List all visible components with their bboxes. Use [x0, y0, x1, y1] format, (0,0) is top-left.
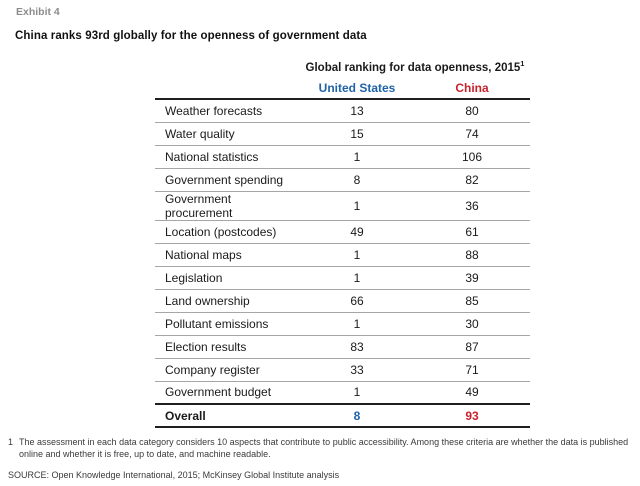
column-header-row [155, 77, 530, 99]
ranking-table [155, 54, 530, 428]
row-category: Pollutant emissions [155, 312, 300, 335]
row-us-value: 1 [300, 312, 414, 335]
table-row [155, 358, 530, 381]
row-china-value: 71 [414, 358, 530, 381]
row-category: Government spending [155, 168, 300, 191]
row-china-value: 49 [414, 381, 530, 404]
row-category: Water quality [155, 122, 300, 145]
row-category: Company register [155, 358, 300, 381]
group-header-text: Global ranking for data openness, 2015 [305, 62, 521, 74]
overall-us-value: 8 [300, 404, 414, 427]
row-china-value: 80 [414, 99, 530, 122]
row-china-value: 61 [414, 220, 530, 243]
row-us-value: 66 [300, 289, 414, 312]
row-us-value: 83 [300, 335, 414, 358]
table-row [155, 220, 530, 243]
column-header-united-states: United States [300, 77, 414, 99]
group-header [300, 54, 530, 77]
row-china-value: 74 [414, 122, 530, 145]
row-category: Legislation [155, 266, 300, 289]
row-us-value: 8 [300, 168, 414, 191]
table-row [155, 289, 530, 312]
row-category: Government budget [155, 381, 300, 404]
table-row [155, 168, 530, 191]
spacer-cell [155, 77, 300, 99]
table-row [155, 145, 530, 168]
table-row [155, 381, 530, 404]
row-china-value: 30 [414, 312, 530, 335]
row-us-value: 15 [300, 122, 414, 145]
table-row [155, 99, 530, 122]
row-category: Election results [155, 335, 300, 358]
footnote-text: The assessment in each data category considers 10 aspects that contribute to public accessibility. Among these criteria are whether the data is published online and whether it is free, up to date, and machine readable. [19, 437, 629, 459]
table-row-overall [155, 404, 530, 427]
row-category: National statistics [155, 145, 300, 168]
exhibit-label: Exhibit 4 [16, 6, 60, 18]
source-line: SOURCE: Open Knowledge International, 2015; McKinsey Global Institute analysis [8, 470, 340, 480]
row-china-value: 39 [414, 266, 530, 289]
row-china-value: 85 [414, 289, 530, 312]
table-row [155, 122, 530, 145]
group-header-footnote-marker: 1 [520, 59, 525, 69]
table-row [155, 191, 530, 220]
row-category: Location (postcodes) [155, 220, 300, 243]
row-china-value: 82 [414, 168, 530, 191]
row-us-value: 1 [300, 145, 414, 168]
row-category: Government procurement [155, 191, 300, 220]
table-row [155, 335, 530, 358]
footnote-marker: 1 [8, 437, 14, 447]
table-row [155, 266, 530, 289]
row-category: National maps [155, 243, 300, 266]
page-title: China ranks 93rd globally for the openness of government data [15, 30, 367, 42]
overall-china-value: 93 [414, 404, 530, 427]
table-row [155, 243, 530, 266]
column-header-china: China [414, 77, 530, 99]
row-us-value: 1 [300, 243, 414, 266]
row-category: Weather forecasts [155, 99, 300, 122]
table-row [155, 312, 530, 335]
row-china-value: 36 [414, 191, 530, 220]
footnote [8, 436, 637, 460]
row-us-value: 13 [300, 99, 414, 122]
row-us-value: 33 [300, 358, 414, 381]
row-us-value: 1 [300, 191, 414, 220]
row-us-value: 1 [300, 381, 414, 404]
row-china-value: 106 [414, 145, 530, 168]
row-us-value: 49 [300, 220, 414, 243]
row-category: Land ownership [155, 289, 300, 312]
overall-label: Overall [155, 404, 300, 427]
row-china-value: 87 [414, 335, 530, 358]
row-china-value: 88 [414, 243, 530, 266]
spacer-cell [155, 54, 300, 77]
row-us-value: 1 [300, 266, 414, 289]
group-header-row [155, 54, 530, 77]
